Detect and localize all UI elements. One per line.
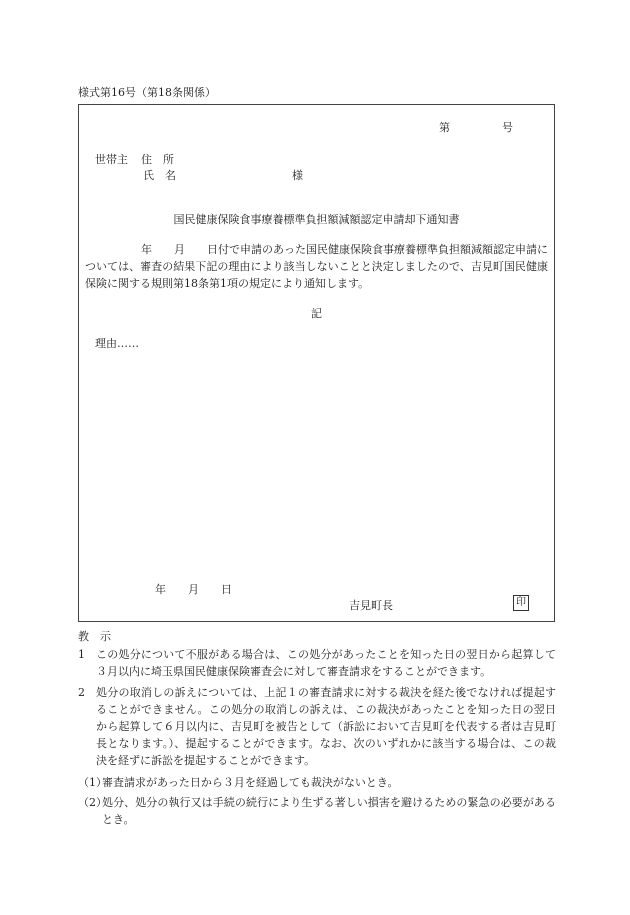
instructions-title: 教 示 [78,630,111,643]
instruction-item [78,774,556,791]
householder-label: 世帯主 [95,153,128,166]
date-year: 年 [155,583,166,596]
doc-number-suffix: 号 [502,121,513,134]
date-month: 月 [188,583,199,596]
ki-heading: 記 [311,307,322,320]
instruction-item [78,794,556,828]
notice-body [85,241,548,292]
instruction-number: 2 [78,686,85,699]
issuer-name: 吉見町長 [349,599,393,612]
instruction-number: （2） [78,796,107,809]
address-row [95,151,174,167]
body-text: 日付で申請のあった国民健康保険食事療養標準負担額減額認定申請については、審査の結果下記の理由により該当しないことと決定しましたので、吉見町国民健康保険に関する規則第18条第1項の規定により通知します。 [85,243,549,290]
body-month: 月 [174,243,186,256]
name-row [143,167,303,183]
instruction-item [78,646,556,680]
instruction-text: 審査請求があった日から３月を経過しても裁決がないとき。 [102,776,399,789]
date-day: 日 [221,583,232,596]
address-label: 住 所 [141,153,174,166]
name-label: 氏 名 [143,169,176,182]
document-number [439,119,513,135]
notice-title: 国民健康保険食事療養標準負担額減額認定申請却下通知書 [173,213,460,226]
instruction-text: 処分、処分の執行又は手続の続行により生ずる著しい損害を避けるための緊急の必要があるとき。 [102,796,556,826]
reason-text: 理由…… [95,337,139,350]
instruction-text: この処分について不服がある場合は、この処分があったことを知った日の翌日から起算して３月以内に埼玉県国民健康保険審査会に対して審査請求をすることができます。 [96,648,556,678]
honorific: 様 [292,169,303,182]
doc-number-prefix: 第 [439,121,450,134]
seal-mark: 印 [513,595,529,611]
instruction-text: 処分の取消しの訴えについては、上記１の審査請求に対する裁決を経た後でなければ提起することができません。この処分の取消しの訴えは、この裁決があったことを知った日の翌日から起算して６月以内に、吉見町を被告として（訴訟において吉見町を代表する者は吉見町長となります。）、提起することができます。なお、次のいずれかに該当する場合は、この裁決を経ずに訴訟を提起することができます。 [96,686,556,767]
instruction-item [78,684,556,769]
form-number-label: 様式第16号（第18条関係） [78,86,216,99]
issue-date [155,581,232,597]
instruction-number: （1） [78,776,107,789]
notice-frame [78,104,555,622]
instruction-number: 1 [78,648,85,661]
body-year: 年 [141,243,153,256]
